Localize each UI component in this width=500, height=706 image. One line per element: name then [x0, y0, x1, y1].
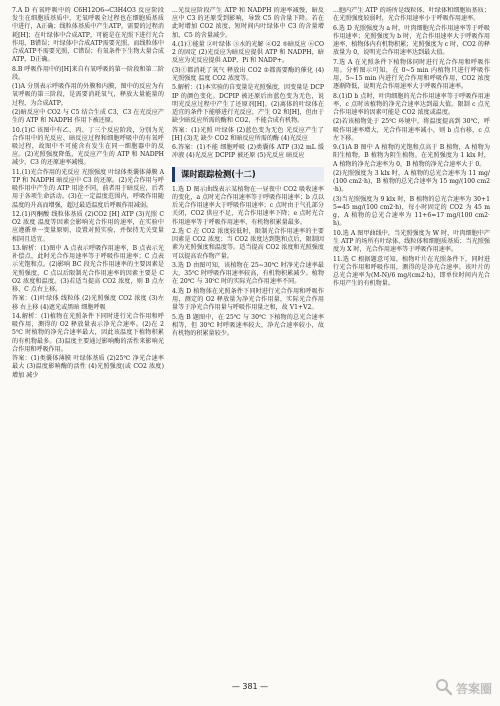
- watermark-logo: [400, 676, 492, 702]
- answer-paragraph: 答案：(1)类囊体薄膜 叶绿体基质 (2)25℃ 净光合速率最大 (3)温度影响酶的活性 (4)光照强度(或 CO2 浓度) 增加 减少: [12, 355, 164, 379]
- magnifier-icon: [435, 678, 453, 699]
- answer-paragraph: 11.选 C 根据题意可知，植物叶片在光照条件下，同时进行光合作用和呼吸作用，测得的是净光合速率。该叶片的总光合速率为(M-N)/6 mg/(cm2·h)，即单位时间内光合作用产生的有机物量。: [333, 255, 490, 288]
- answer-paragraph: 8.B 呼吸作用中的[H]来自有氧呼吸的第一阶段和第二阶段。: [12, 65, 164, 81]
- answer-paragraph: 6.答案：(1)不能 细胞呼吸 (2)类囊体 ATP (3)2 mL 缓冲液 (4)光反应 DCPIP 被还原 (5)光反应 暗反应: [172, 144, 324, 160]
- answer-paragraph: 4.(1)①能量 ②叶绿体 ③水的光解 ④O2 ⑤暗反应 ⑥CO2 的固定 (2)光反应为暗反应提供 ATP 和 NADPH，暗反应为光反应提供 ADP、Pi 和 NADP+。: [172, 41, 324, 65]
- answer-paragraph: 14.解析：(1)植物在光照条件下同时进行光合作用和呼吸作用，测得的 O2 释放量表示净光合速率。(2)在 25℃ 时植物的净光合速率最大，因此该温度下植物积累的有机物最多。(3)温度主要通过影响酶的活性来影响光合作用和呼吸作用。: [12, 313, 164, 353]
- answer-paragraph: 13.解析：(1)图中 A 点表示呼吸作用速率，B 点表示光补偿点，此时光合作用速率等于呼吸作用速率；C 点表示光饱和点。(2)影响 BC 段光合作用速率的主要因素是光照强度，C 点以后限制光合作用速率的因素主要是 CO2 浓度和温度。(3)若适当提高 CO2 浓度，则 B 点左移，C 点右上移。: [12, 245, 164, 294]
- answer-paragraph: (2)光照强度为 3 klx 时，A 植物的总光合速率为 11 mg/(100 cm2·h)，B 植物的总光合速率为 15 mg/(100 cm2·h)。: [333, 169, 490, 194]
- section-header: [172, 167, 324, 182]
- column-middle: [172, 7, 324, 671]
- answer-paragraph: 7.A D 有氧呼吸中的 C6H12O6→C3H4O3 反应阶段发生在细胞质基质中，无氧呼吸全过程也在细胞质基质中进行，A正确；线粒体基质中产生ATP，需要的过程消耗[H]；在叶绿体中合成ATP，可能是在光照下进行光合作用，B错误；叶绿体中合成ATP需要光照，而线粒体中合成ATP不需要光照，C错误；有氧条件下生物大量合成ATP，D正确。: [12, 7, 164, 64]
- answer-paragraph: (1)A 分别表示呼吸作用的外膜和内膜，图中的反应为有氧呼吸的第三阶段，是需要消耗氧气，释放大量能量的过程，为合成ATP。: [12, 83, 164, 107]
- answer-paragraph: ...胞内产生 ATP 的场所是线粒体、叶绿体和细胞质基质；在光照强度较弱时，光合作用速率小于呼吸作用速率。: [333, 7, 490, 23]
- answer-paragraph: 6.选 D 光照强度为 a 时，叶肉细胞光合作用速率等于呼吸作用速率；光照强度为 b 时，光合作用速率大于呼吸作用速率，植物体内有机物积累；光照强度为 c 时，CO2 的释放量为 0，说明光合作用速率达到最大值。: [333, 24, 490, 57]
- answer-paragraph: 2.选 C 在 CO2 浓度较低时，限制光合作用速率的主要因素是 CO2 浓度；当 CO2 浓度达到饱和点后，限制因素为光照强度和温度等。适当提高 CO2 浓度和光照强度可以提高农作物产量。: [172, 228, 324, 260]
- answer-paragraph: 5.解析：(1)本实验的自变量是光照强度，因变量是 DCPIP 的颜色变化。DCPIP 被还原后由蓝色变为无色，说明光反应过程中产生了还原剂[H]。(2)离体的叶绿体在适宜的条件下能够进行光反应，产生 O2 和[H]，但由于缺少暗反应所需的酶和 CO2，不能合成有机物。: [172, 84, 324, 125]
- answer-paragraph: 4.选 D 植物体在光照条件下同时进行光合作用和呼吸作用，测定的 O2 释放量为净光合作用量，实际光合作用量等于净光合作用量与呼吸作用量之和，故 V1+V2。: [172, 287, 324, 312]
- column-right: [333, 7, 490, 671]
- answer-paragraph: (3)①都消耗了氧气 释放出 CO2 ②都需要酶的催化 (4)光照强度 温度 CO2 浓度等。: [172, 66, 324, 82]
- section-title: 课时跟踪检测(十二): [181, 168, 256, 179]
- answer-paragraph: 11.(1)光合作用的光反应 光照强度 叶绿体类囊体薄膜 ATP 和 NADPH 暗反应中 C3 的还原。(2)光合作用与呼吸作用中产生的 ATP 用途不同，前者用于暗反应，后者用于各项生命活动。(3)在一定温度范围内，呼吸作用随温度的升高而增强，超过最适温度后呼吸作用减弱。: [12, 168, 164, 209]
- answer-paragraph: 7.选 A 在光照条件下植物体同时进行光合作用和呼吸作用。分析图示可知，在 0~5 min 内植物只进行呼吸作用，5~15 min 内进行光合作用和呼吸作用，CO2 浓度逐渐降低，说明光合作用速率大于呼吸作用速率。: [333, 58, 490, 91]
- answer-paragraph: 答案：(1)光照 叶绿体 (2)蓝色变为无色 光反应产生了[H] (3)无 缺少 CO2 和暗反应所需的酶 (4)光反应: [172, 126, 324, 142]
- answer-page: [12, 7, 490, 671]
- answer-paragraph: ...光反应阶段产生 ATP 和 NADPH 的速率减慢，暗反应中 C3 的还原受到影响，导致 C5 的含量下降。若在此时增加 CO2 浓度，短时间内叶绿体中 C3 的含量增加，C5 的含量减少。: [172, 7, 324, 39]
- answer-paragraph: 5.选 B 题图中，在 25℃ 与 30℃ 下植物的总光合速率相等，但 30℃ 时呼吸速率较大，净光合速率较小，故有机物的积累量较少。: [172, 313, 324, 337]
- watermark-text: 答案圈: [455, 681, 492, 696]
- answer-paragraph: (2)暗反应中 CO2 与 C5 结合生成 C3，C3 在光反应产生的 ATP 和 NADPH 作用下被还原。: [12, 109, 164, 125]
- column-left: [12, 7, 164, 671]
- answer-paragraph: 9.(1)A B 图中 A 植物的光饱和点高于 B 植物，A 植物为阳生植物，B 植物为阴生植物。在光照强度为 1 klx 时，A 植物的净光合速率为 0，B 植物的净光合速率大于 0。: [333, 144, 490, 168]
- answer-paragraph: 3.选 D 由图可知，该植物在 25~30℃ 时净光合速率最大，35℃ 时呼吸作用速率较高，有机物积累减少。植物在 20℃ 与 30℃ 时的实际光合作用速率不同。: [172, 262, 324, 286]
- answer-paragraph: 1.选 D 图示曲线表示某植物在一昼夜中 CO2 吸收速率的变化，a 点时光合作用速率等于呼吸作用速率；b 点以后光合作用速率大于呼吸作用速率；c 点时由于气孔部分关闭，CO2 供应不足，光合作用速率下降；e 点时光合作用速率等于呼吸作用速率，有机物积累量最多。: [172, 185, 324, 226]
- answer-paragraph: (3)当光照强度为 9 klx 时，B 植物的总光合速率为 30+15=45 mg/(100 cm2·h)，每小时固定的 CO2 为 45 mg，A 植物的总光合速率为 11+6=17 mg/(100 cm2·h)。: [333, 195, 490, 228]
- answer-paragraph: (2)若该植物处于 25℃ 环境中，将温度提高到 30℃，呼吸作用速率增大，光合作用速率减小，则 b 点右移，c 点左下移。: [333, 118, 490, 142]
- answer-paragraph: 12.(1)丙酮酸 线粒体基质 (2)CO2 [H] ATP (3)光照 CO2 浓度 温度等因素会影响光合作用的速率，在实验中应遵循单一变量原则，设置对照实验，并保持无关变量相同且适宜。: [12, 211, 164, 243]
- answer-paragraph: 答案：(1)叶绿体 线粒体 (2)光照强度 CO2 浓度 (3)左移 右上移 (4)遮光或黑暗 细胞呼吸: [12, 295, 164, 311]
- answer-paragraph: 10.选 A 图甲曲线中，当光照强度为 W 时，叶肉细胞中产生 ATP 的场所有叶绿体、线粒体和细胞质基质；当光照强度为 X 时，光合作用速率等于呼吸作用速率。: [333, 229, 490, 254]
- answer-paragraph: 8.(1)D b 点时，叶肉细胞的光合作用速率等于呼吸作用速率，c 点时该植物的净光合速率达到最大值。限制 c 点光合作用速率的因素可能是 CO2 浓度或温度。: [333, 92, 490, 116]
- page-number: — 381 —: [231, 682, 269, 691]
- answer-paragraph: 10.(1)C 该图中有乙、丙、丁三个反应阶段，分别为光合作用中的光反应、暗反应过程和细胞呼吸中的有氧呼吸过程，故图中不可能含有发生在同一细胞器中的反应。(2)光照强度降低，光反应产生的 ATP 和 NADPH 减少，C3 的还原速率减慢。: [12, 126, 164, 167]
